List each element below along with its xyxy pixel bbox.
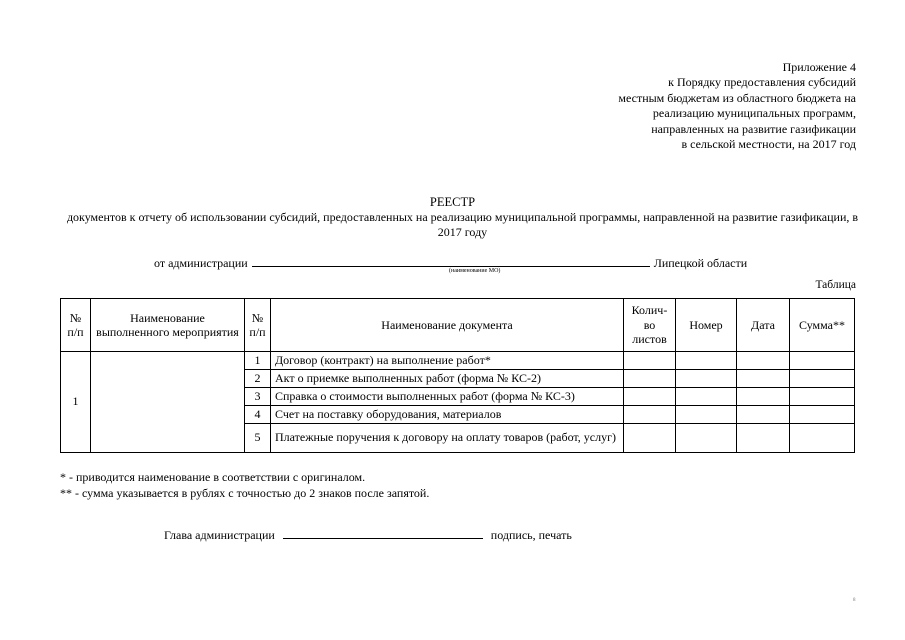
- header-cell: Наименование документа: [271, 299, 624, 352]
- doc-number-cell: 4: [245, 406, 271, 424]
- doc-name-cell: Акт о приемке выполненных работ (форма № КС-2): [271, 370, 624, 388]
- table-header-row: [61, 299, 855, 352]
- table-label: Таблица: [815, 279, 856, 291]
- appendix-line: реализацию муниципальных программ,: [652, 106, 856, 121]
- document-subtitle: документов к отчету об использовании субсидий, предоставленных на реализацию муниципальной программы, направленной на развитие газификации, в 2017 году: [66, 210, 859, 239]
- appendix-header: [618, 60, 856, 152]
- number-cell: [676, 406, 737, 424]
- header-cell: № п/п: [245, 299, 271, 352]
- header-cell: Номер: [676, 299, 737, 352]
- footnote: ** - сумма указывается в рублях с точностью до 2 знаков после запятой.: [60, 486, 430, 500]
- event-name-cell: [91, 352, 245, 453]
- page-corner-mark: 8: [853, 598, 856, 603]
- appendix-line: местным бюджетам из областного бюджета на: [618, 90, 856, 105]
- doc-name-cell: Платежные поручения к договору на оплату товаров (работ, услуг): [271, 424, 624, 453]
- sum-cell: [790, 424, 855, 453]
- header-cell: Колич-во листов: [624, 299, 676, 352]
- signature-suffix: подпись, печать: [490, 528, 572, 542]
- appendix-line: направленных на развитие газификации: [651, 121, 856, 136]
- signature-blank: [283, 527, 483, 539]
- footnotes: [60, 469, 429, 501]
- date-cell: [737, 424, 790, 453]
- sum-cell: [790, 406, 855, 424]
- sum-cell: [790, 352, 855, 370]
- signature-label: Глава администрации: [164, 528, 275, 542]
- number-cell: [676, 388, 737, 406]
- table-row: [61, 352, 855, 370]
- registry-table: [60, 298, 855, 453]
- appendix-line: в сельской местности, на 2017 год: [681, 137, 856, 152]
- municipality-blank-caption: (наименование МО): [449, 268, 501, 274]
- date-cell: [737, 388, 790, 406]
- number-cell: [676, 424, 737, 453]
- doc-name-cell: Счет на поставку оборудования, материалов: [271, 406, 624, 424]
- header-cell: Дата: [737, 299, 790, 352]
- doc-number-cell: 1: [245, 352, 271, 370]
- sum-cell: [790, 388, 855, 406]
- date-cell: [737, 370, 790, 388]
- sheets-cell: [624, 352, 676, 370]
- header-cell: Сумма**: [790, 299, 855, 352]
- doc-number-cell: 3: [245, 388, 271, 406]
- sheets-cell: [624, 370, 676, 388]
- from-prefix: от администрации: [154, 256, 248, 270]
- header-cell: № п/п: [61, 299, 91, 352]
- sum-cell: [790, 370, 855, 388]
- from-suffix: Липецкой области: [653, 256, 748, 270]
- doc-number-cell: 5: [245, 424, 271, 453]
- date-cell: [737, 406, 790, 424]
- footnote: * - приводится наименование в соответствии с оригиналом.: [60, 470, 366, 484]
- document-title: РЕЕСТР: [429, 195, 476, 209]
- municipality-blank: [252, 255, 650, 267]
- signature-line: [164, 527, 572, 543]
- doc-name-cell: Договор (контракт) на выполнение работ*: [271, 352, 624, 370]
- sheets-cell: [624, 424, 676, 453]
- appendix-line: к Порядку предоставления субсидий: [668, 75, 856, 90]
- sheets-cell: [624, 406, 676, 424]
- sheets-cell: [624, 388, 676, 406]
- doc-number-cell: 2: [245, 370, 271, 388]
- appendix-line: Приложение 4: [782, 60, 856, 74]
- header-cell: Наименование выполненного мероприятия: [91, 299, 245, 352]
- event-number-cell: 1: [61, 352, 91, 453]
- doc-name-cell: Справка о стоимости выполненных работ (форма № КС-3): [271, 388, 624, 406]
- number-cell: [676, 370, 737, 388]
- number-cell: [676, 352, 737, 370]
- date-cell: [737, 352, 790, 370]
